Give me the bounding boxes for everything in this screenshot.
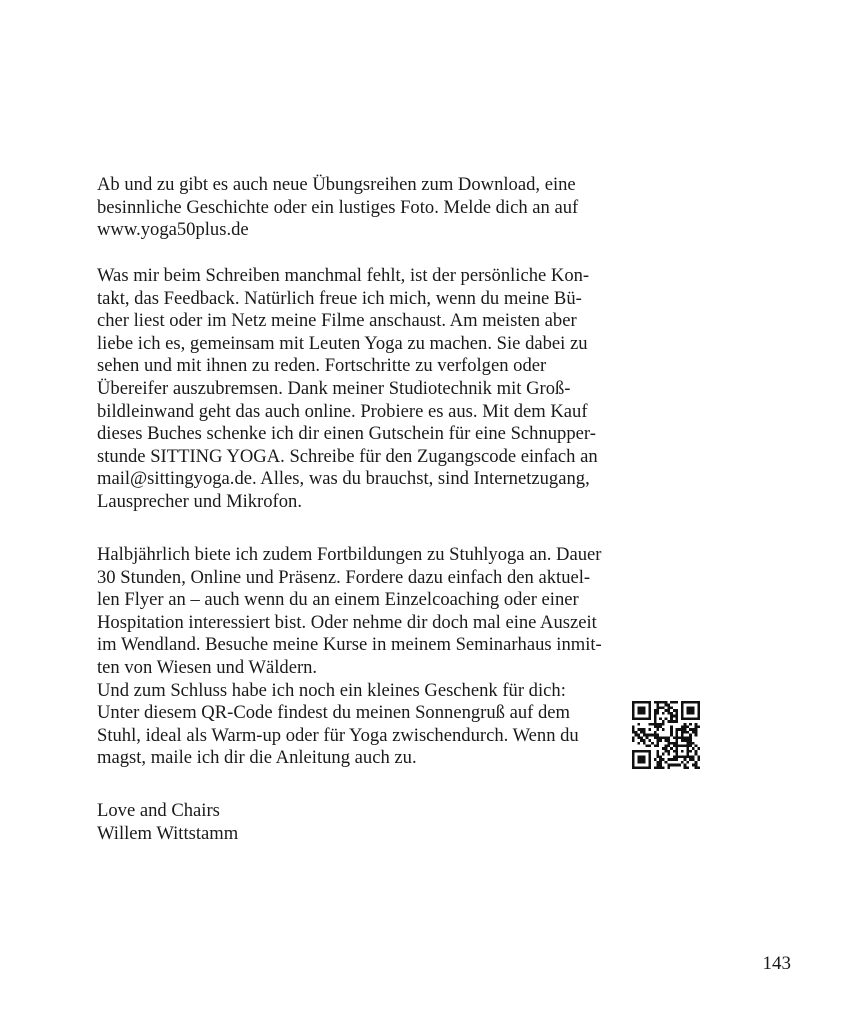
text-line: Stuhl, ideal als Warm-up oder für Yoga zwischendurch. Wenn du xyxy=(97,724,579,746)
text-line: 30 Stunden, Online und Präsenz. Fordere dazu einfach den aktuel- xyxy=(97,566,591,588)
text-line: liebe ich es, gemeinsam mit Leuten Yoga zu machen. Sie dabei zu xyxy=(97,332,588,354)
text-line: takt, das Feedback. Natürlich freue ich mich, wenn du meine Bü- xyxy=(97,287,582,309)
text-line: besinnliche Geschichte oder ein lustiges Foto. Melde dich an auf xyxy=(97,196,579,218)
paragraph-training xyxy=(97,544,627,770)
text-line: Unter diesem QR-Code findest du meinen Sonnengruß auf dem xyxy=(97,702,571,724)
qr-code-icon[interactable] xyxy=(632,701,700,769)
text-line: Übereifer auszubremsen. Dank meiner Studiotechnik mit Groß- xyxy=(97,377,571,399)
page-number: 143 xyxy=(762,953,791,974)
text-line: Hospitation interessiert bist. Oder nehme dir doch mal eine Auszeit xyxy=(97,611,597,633)
text-line: im Wendland. Besuche meine Kurse in meinem Seminarhaus inmit- xyxy=(97,634,602,656)
text-line: Und zum Schluss habe ich noch ein kleines Geschenk für dich: xyxy=(97,679,566,701)
text-line: stunde SITTING YOGA. Schreibe für den Zugangscode einfach an xyxy=(97,445,598,467)
text-line: mail@sittingyoga.de. Alles, was du brauchst, sind Internetzugang, xyxy=(97,468,590,490)
text-line: ten von Wiesen und Wäldern. xyxy=(97,656,318,678)
text-line: Halbjährlich biete ich zudem Fortbildungen zu Stuhlyoga an. Dauer xyxy=(97,544,602,565)
closing-text: Love and Chairs xyxy=(97,800,220,821)
website-text: www.yoga50plus.de xyxy=(97,219,249,241)
text-line: len Flyer an – auch wenn du an einem Einzelcoaching oder einer xyxy=(97,589,579,611)
paragraph-newsletter xyxy=(97,174,627,242)
text-line: Was mir beim Schreiben manchmal fehlt, ist der persönliche Kon- xyxy=(97,265,590,286)
signature-block xyxy=(97,800,627,845)
paragraph-contact xyxy=(97,265,627,514)
text-line: bildleinwand geht das auch online. Probiere es aus. Mit dem Kauf xyxy=(97,400,588,422)
text-line: Ab und zu gibt es auch neue Übungsreihen zum Download, eine xyxy=(97,174,576,195)
text-line: magst, maile ich dir die Anleitung auch zu. xyxy=(97,747,417,769)
text-line: sehen und mit ihnen zu reden. Fortschritte zu verfolgen oder xyxy=(97,355,547,377)
text-line: Lausprecher und Mikrofon. xyxy=(97,490,302,512)
text-line: dieses Buches schenke ich dir einen Gutschein für eine Schnupper- xyxy=(97,423,596,445)
text-line: cher liest oder im Netz meine Filme anschaust. Am meisten aber xyxy=(97,310,577,332)
author-name: Willem Wittstamm xyxy=(97,822,239,844)
